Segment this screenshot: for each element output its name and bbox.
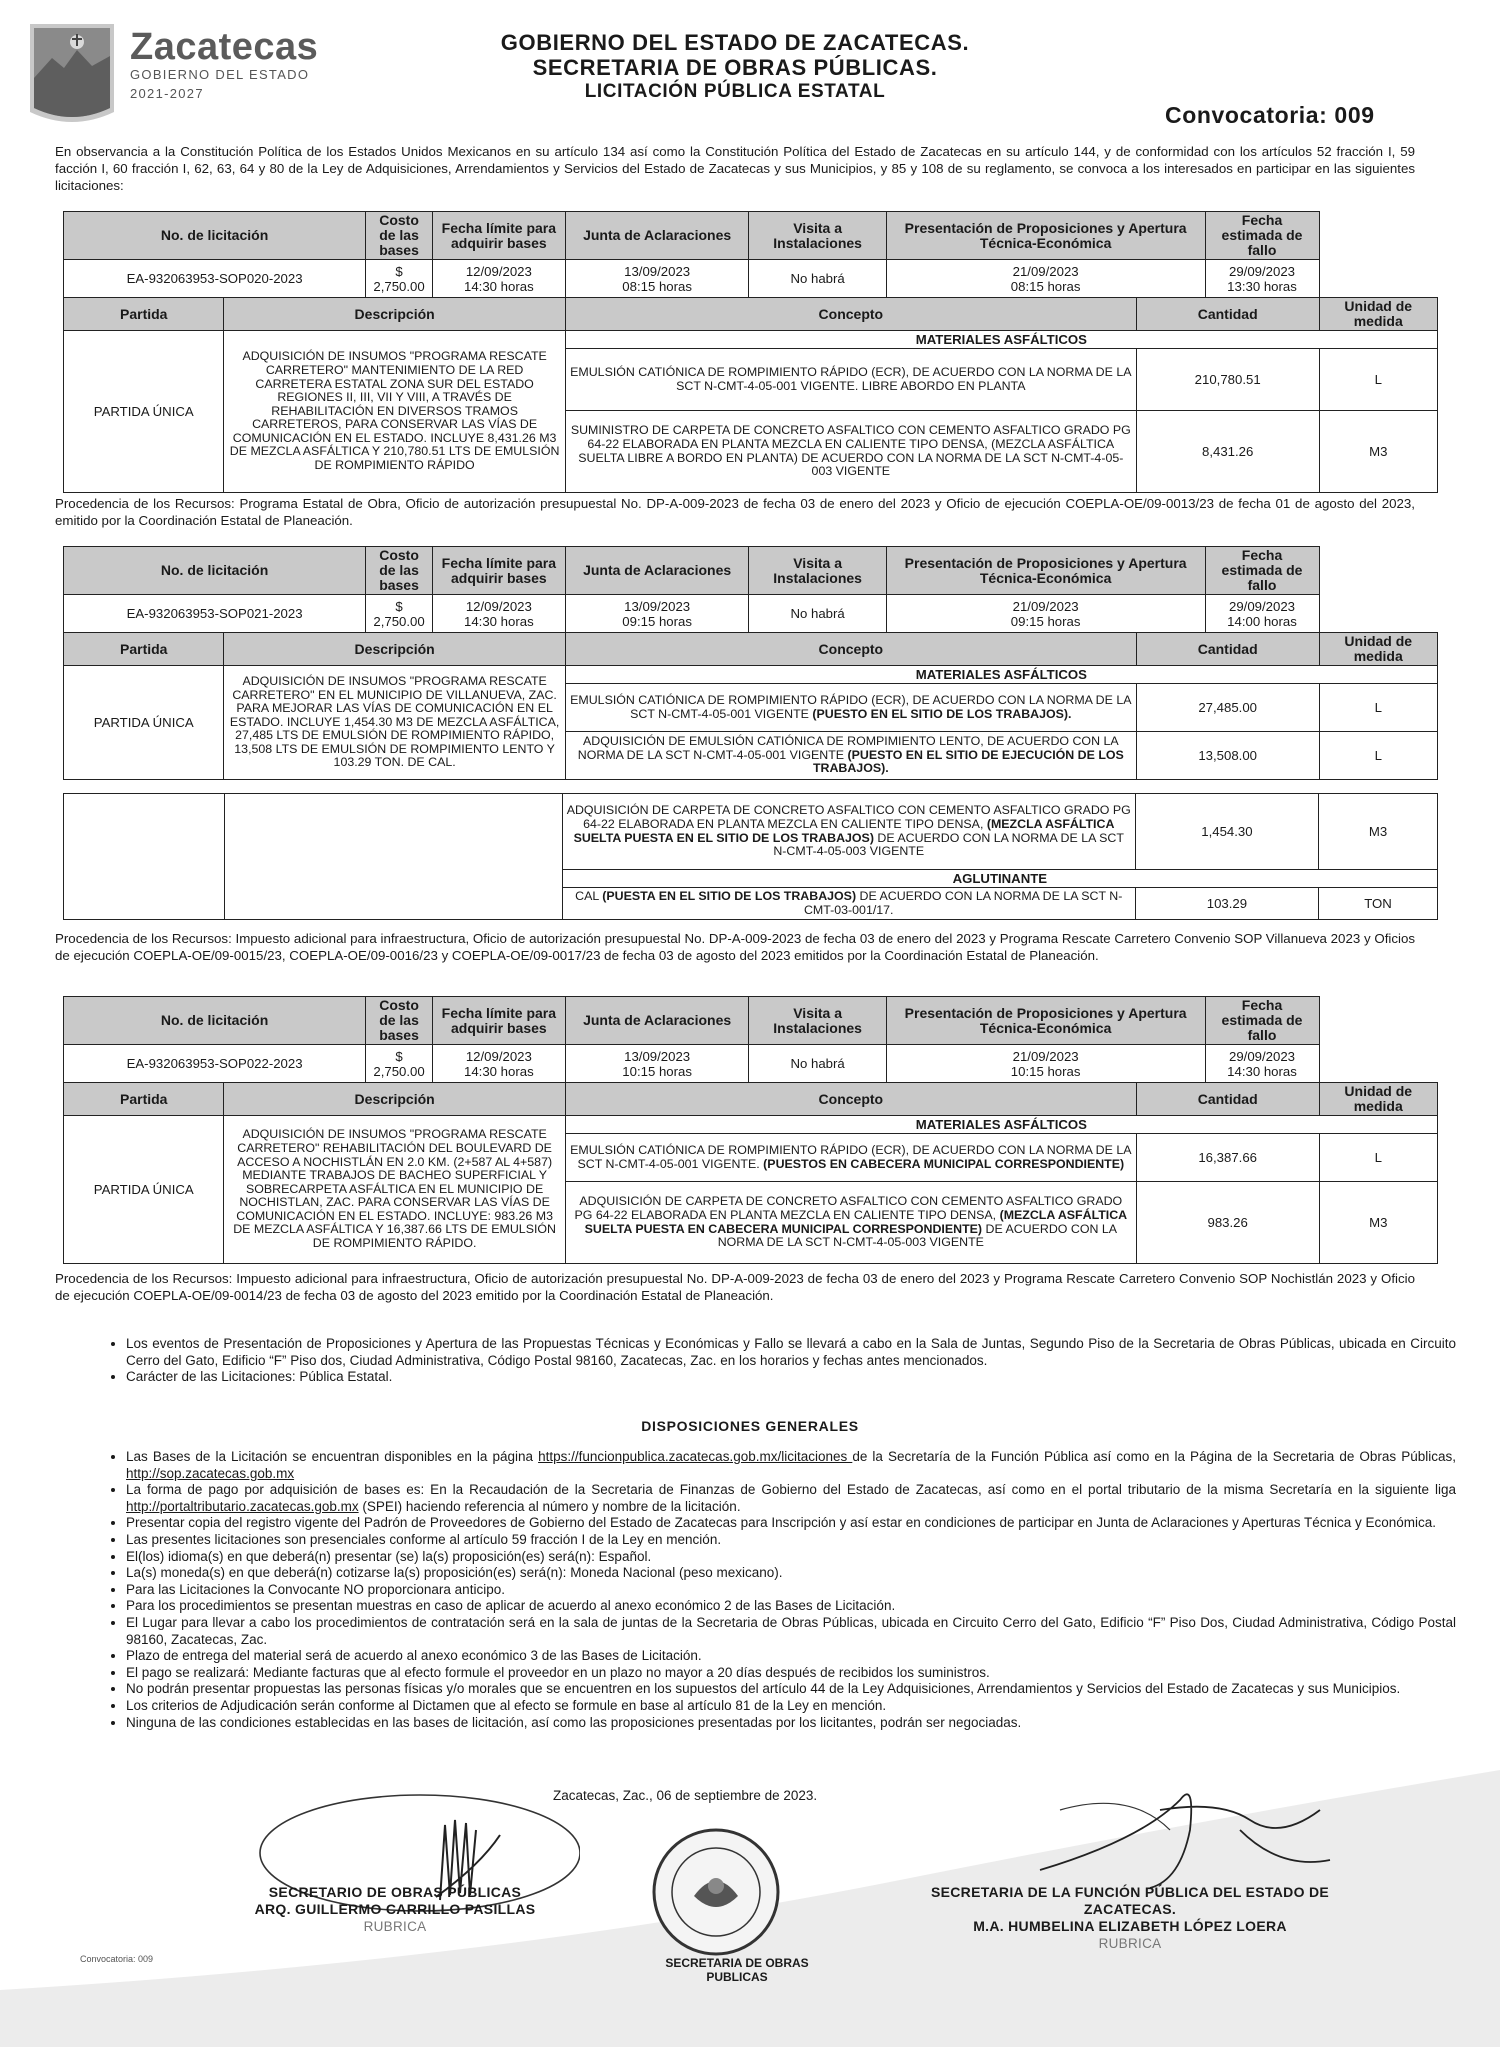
costo-bases: $ 2,750.00 bbox=[366, 1045, 433, 1083]
list-item: • La(s) moneda(s) en que deberá(n) cotizarse la(s) proposición(es) será(n): Moneda Nacional (peso mexicano). bbox=[126, 1565, 1456, 1582]
fecha-limite: 12/09/2023 14:30 horas bbox=[432, 595, 565, 633]
list-item: • La forma de pago por adquisición de bases es: En la Recaudación de la Secretaria de Finanzas de Gobierno del Estado de Zacatecas, así como en el portal tributario de la misma Secretaría en la siguiente liga http://portaltributario.zacatecas.gob.mx (SPEI) haciendo referencia al número y nombre de la licitación. bbox=[126, 1482, 1456, 1515]
list-item: • Las presentes licitaciones son presenciales conforme al artículo 59 fracción I de la Ley en mención. bbox=[126, 1532, 1456, 1549]
licitacion-info-row bbox=[64, 1045, 1438, 1083]
list-item: • El pago se realizará: Mediante facturas que al efecto formule el proveedor en un plazo no mayor a 20 días después de recibidos los suministros. bbox=[126, 1665, 1456, 1682]
category-label: MATERIALES ASFÁLTICOS bbox=[565, 1116, 1437, 1134]
cantidad-value: 983.26 bbox=[1136, 1182, 1319, 1264]
zacatecas-logo-icon bbox=[22, 20, 122, 130]
col-junta: Junta de Aclaraciones bbox=[565, 212, 749, 260]
list-item: • El(los) idioma(s) en que deberá(n) presentar (se) la(s) proposición(es) será(n): Español. bbox=[126, 1549, 1456, 1566]
list-item: • Las Bases de la Licitación se encuentran disponibles en la página https://funcionpublica.zacatecas.gob.mx/licitaciones de la Secretaría de la Función Pública así como en la Página de la Secretaria de Obras Públicas, http://sop.zacatecas.gob.mx bbox=[126, 1449, 1456, 1482]
concepto-text: EMULSIÓN CATIÓNICA DE ROMPIMIENTO RÁPIDO (ECR), DE ACUERDO CON LA NORMA DE LA SCT N-CMT-4-05-001 VIGENTE (PUESTO EN EL SITIO DE LOS TRABAJOS). bbox=[565, 684, 1136, 732]
partida-cell: PARTIDA ÚNICA bbox=[64, 1116, 224, 1264]
col-fallo: Fecha estimada de fallo bbox=[1205, 547, 1319, 595]
seal-caption: SECRETARIA DE OBRAS PUBLICAS bbox=[665, 1956, 809, 1984]
col-concepto: Concepto bbox=[565, 298, 1136, 331]
fecha-fallo: 29/09/2023 14:00 horas bbox=[1205, 595, 1319, 633]
visita-instalaciones: No habrá bbox=[749, 1045, 886, 1083]
col-unidad: Unidad de medida bbox=[1319, 298, 1438, 331]
fecha-limite: 12/09/2023 14:30 horas bbox=[432, 260, 565, 298]
detail-header-row bbox=[64, 1083, 1438, 1116]
procedencia-2: Procedencia de los Recursos: Impuesto adicional para infraestructura, Oficio de autorización presupuestal No. DP-A-009-2023 de fecha 03 de enero del 2023 y Programa Rescate Carretero Convenio SOP Villanueva 2023 y Oficios de ejecución COEPLA-OE/09-0015/23, COEPLA-OE/09-0016/23 y COEPLA-OE/09-0017/23 de fecha 03 de agosto del 2023 emitidos por la Coordinación Estatal de Planeación. bbox=[55, 931, 1415, 963]
list-item: • Los eventos de Presentación de Proposiciones y Apertura de las Propuestas Técnicas y Económicas y Fallo se llevará a cabo en la Sala de Juntas, Segundo Piso de la Secretaria de Obras Públicas, ubicada en Circuito Cerro del Gato, Edificio “F” Piso dos, Ciudad Administrativa, Código Postal 98160, Zacatecas, Zac. en los horarios y fechas antes mencionados. bbox=[126, 1336, 1456, 1369]
col-unidad: Unidad de medida bbox=[1319, 1083, 1438, 1116]
signature-block-funcion-publica: SECRETARIA DE LA FUNCIÓN PÚBLICA DEL ESTADO DE ZACATECAS. M.A. HUMBELINA ELIZABETH LÓPEZ LOERA RUBRICA bbox=[930, 1884, 1330, 1951]
portal-tributario-link[interactable]: http://portaltributario.zacatecas.gob.mx bbox=[126, 1498, 359, 1514]
logo-wordmark bbox=[130, 26, 318, 101]
official-seal-icon bbox=[650, 1826, 782, 1958]
list-item: • Plazo de entrega del material será de acuerdo al anexo económico 3 de las Bases de Licitación. bbox=[126, 1648, 1456, 1665]
header-tender-type: LICITACIÓN PÚBLICA ESTATAL bbox=[584, 81, 886, 102]
col-cantidad: Cantidad bbox=[1136, 298, 1319, 331]
convocatoria-number: Convocatoria: 009 bbox=[1165, 102, 1375, 128]
funcion-publica-link[interactable]: https://funcionpublica.zacatecas.gob.mx/licitaciones bbox=[538, 1449, 853, 1464]
list-item: • Para los procedimientos se presentan muestras en caso de aplicar de acuerdo al anexo económico 2 de las Bases de Licitación. bbox=[126, 1598, 1456, 1615]
unidad-value: M3 bbox=[1319, 794, 1438, 870]
concepto-row bbox=[64, 794, 1438, 870]
col-presentacion: Presentación de Proposiciones y Apertura Técnica-Económica bbox=[886, 547, 1205, 595]
disposiciones-title: DISPOSICIONES GENERALES bbox=[641, 1418, 859, 1434]
col-fecha-limite: Fecha límite para adquirir bases bbox=[432, 212, 565, 260]
detail-header-row bbox=[64, 633, 1438, 666]
col-descripcion: Descripción bbox=[224, 298, 565, 331]
cantidad-value: 1,454.30 bbox=[1135, 794, 1318, 870]
signature-block-obras: SECRETARIO DE OBRAS PÚBLICAS ARQ. GUILLERMO CARRILLO PASILLAS RUBRICA bbox=[254, 1884, 536, 1934]
cantidad-value: 13,508.00 bbox=[1136, 732, 1319, 780]
cantidad-value: 8,431.26 bbox=[1136, 411, 1319, 493]
unidad-value: M3 bbox=[1319, 1182, 1438, 1264]
unidad-value: TON bbox=[1319, 888, 1438, 920]
costo-bases: $ 2,750.00 bbox=[366, 260, 433, 298]
licitacion-3-table bbox=[63, 996, 1438, 1264]
header-row bbox=[64, 212, 1438, 260]
col-fallo: Fecha estimada de fallo bbox=[1205, 212, 1319, 260]
logo-period: 2021-2027 bbox=[130, 86, 204, 101]
partida-cell: PARTIDA ÚNICA bbox=[64, 666, 224, 780]
fecha-limite: 12/09/2023 14:30 horas bbox=[432, 1045, 565, 1083]
visita-instalaciones: No habrá bbox=[749, 260, 886, 298]
header-secretariat: SECRETARIA DE OBRAS PÚBLICAS. bbox=[532, 55, 938, 80]
col-costo-bases: Costo de las bases bbox=[366, 212, 433, 260]
concepto-text: EMULSIÓN CATIÓNICA DE ROMPIMIENTO RÁPIDO (ECR), DE ACUERDO CON LA NORMA DE LA SCT N-CMT-4-05-001 VIGENTE. (PUESTOS EN CABECERA MUNICIPAL CORRESPONDIENTE) bbox=[565, 1134, 1136, 1182]
footer-convocatoria: Convocatoria: 009 bbox=[80, 1954, 154, 1964]
licitacion-number: EA-932063953-SOP021-2023 bbox=[64, 595, 366, 633]
col-visita: Visita a Instalaciones bbox=[749, 547, 886, 595]
place-date: Zacatecas, Zac., 06 de septiembre de 2023. bbox=[553, 1788, 818, 1803]
concepto-text: CAL (PUESTA EN EL SITIO DE LOS TRABAJOS) DE ACUERDO CON LA NORMA DE LA SCT N-CMT-03-001/17. bbox=[562, 888, 1135, 920]
sop-link[interactable]: http://sop.zacatecas.gob.mx bbox=[126, 1465, 295, 1481]
col-costo-bases: Costo de las bases bbox=[366, 547, 433, 595]
partida-empty-cell bbox=[64, 794, 225, 920]
header-government: GOBIERNO DEL ESTADO DE ZACATECAS. bbox=[500, 30, 970, 55]
category-label: MATERIALES ASFÁLTICOS bbox=[565, 331, 1437, 349]
fecha-fallo: 29/09/2023 13:30 horas bbox=[1205, 260, 1319, 298]
header-row bbox=[64, 997, 1438, 1045]
col-visita: Visita a Instalaciones bbox=[749, 997, 886, 1045]
detail-header-row bbox=[64, 298, 1438, 331]
cantidad-value: 210,780.51 bbox=[1136, 349, 1319, 411]
concepto-text: EMULSIÓN CATIÓNICA DE ROMPIMIENTO RÁPIDO (ECR), DE ACUERDO CON LA NORMA DE LA SCT N-CMT-4-05-001 VIGENTE. LIBRE ABORDO EN PLANTA bbox=[565, 349, 1136, 411]
col-descripcion: Descripción bbox=[224, 1083, 565, 1116]
descripcion-cell: ADQUISICIÓN DE INSUMOS "PROGRAMA RESCATE CARRETERO" MANTENIMIENTO DE LA RED CARRETERA ESTATAL ZONA SUR DEL ESTADO REGIONES II, III, VII Y VIII, A TRAVÉS DE REHABILITACIÓN EN DIVERSOS TRAMOS CARRETEROS, PARA CONSERVAR LAS VÍAS DE COMUNICACIÓN EN EL ESTADO. INCLUYE 8,431.26 M3 DE MEZCLA ASFÁLTICA Y 210,780.51 LTS DE EMULSIÓN DE ROMPIMIENTO RÁPIDO bbox=[224, 331, 565, 493]
col-concepto: Concepto bbox=[565, 1083, 1136, 1116]
list-item: • Para las Licitaciones la Convocante NO proporcionara anticipo. bbox=[126, 1582, 1456, 1599]
licitacion-number: EA-932063953-SOP020-2023 bbox=[64, 260, 366, 298]
presentacion-apertura: 21/09/2023 10:15 horas bbox=[886, 1045, 1205, 1083]
concepto-text: ADQUISICIÓN DE EMULSIÓN CATIÓNICA DE ROMPIMIENTO LENTO, DE ACUERDO CON LA NORMA DE LA SCT N-CMT-4-05-001 VIGENTE (PUESTO EN EL SITIO DE EJECUCIÓN DE LOS TRABAJOS). bbox=[565, 732, 1136, 780]
cantidad-value: 103.29 bbox=[1135, 888, 1318, 920]
col-presentacion: Presentación de Proposiciones y Apertura Técnica-Económica bbox=[886, 212, 1205, 260]
col-cantidad: Cantidad bbox=[1136, 633, 1319, 666]
concepto-text: ADQUISICIÓN DE CARPETA DE CONCRETO ASFALTICO CON CEMENTO ASFALTICO GRADO PG 64-22 ELABORADA EN PLANTA MEZCLA EN CALIENTE TIPO DENSA, (MEZCLA ASFÁLTICA SUELTA PUESTA EN EL SITIO DE LOS TRABAJOS) DE ACUERDO CON LA NORMA DE LA SCT N-CMT-4-05-003 VIGENTE bbox=[562, 794, 1135, 870]
unidad-value: L bbox=[1319, 1134, 1438, 1182]
list-item: • El Lugar para llevar a cabo los procedimientos de contratación será en la sala de juntas de la Secretaria de Obras Públicas, ubicada en Circuito Cerro del Gato, Edificio “F” Piso Dos, Ciudad Administrativa, Código Postal 98160, Zacatecas, Zac. bbox=[126, 1615, 1456, 1648]
header-row bbox=[64, 547, 1438, 595]
licitacion-2-table bbox=[63, 546, 1438, 780]
col-unidad: Unidad de medida bbox=[1319, 633, 1438, 666]
unidad-value: L bbox=[1319, 732, 1438, 780]
category-label: MATERIALES ASFÁLTICOS bbox=[565, 666, 1437, 684]
list-item: • Ninguna de las condiciones establecidas en las bases de licitación, así como las proposiciones presentadas por los licitantes, podrán ser negociadas. bbox=[126, 1715, 1456, 1732]
licitacion-1-table bbox=[63, 211, 1438, 493]
signature-2-icon bbox=[1020, 1770, 1350, 1900]
col-junta: Junta de Aclaraciones bbox=[565, 547, 749, 595]
intro-paragraph: En observancia a la Constitución Política de los Estados Unidos Mexicanos en su artículo 134 así como la Constitución Política del Estado de Zacatecas en su artículo 144, y de conformidad con los artículos 52 fracción I, 59 facción I, 60 fracción I, 62, 63, 64 y 80 de la Ley de Adquisiciones, Arrendamientos y Servicios del Estado de Zacatecas y sus Municipios, y 85 y 108 de su reglamento, se convoca a los interesados en participar en las siguientes licitaciones: bbox=[55, 144, 1415, 193]
list-item: • Los criterios de Adjudicación serán conforme al Dictamen que al efecto se formule en base al artículo 81 de la Ley en mención. bbox=[126, 1698, 1456, 1715]
unidad-value: L bbox=[1319, 349, 1438, 411]
visita-instalaciones: No habrá bbox=[749, 595, 886, 633]
col-cantidad: Cantidad bbox=[1136, 1083, 1319, 1116]
col-descripcion: Descripción bbox=[224, 633, 565, 666]
col-costo-bases: Costo de las bases bbox=[366, 997, 433, 1045]
presentacion-apertura: 21/09/2023 08:15 horas bbox=[886, 260, 1205, 298]
procedencia-3: Procedencia de los Recursos: Impuesto adicional para infraestructura, Oficio de autorización presupuestal No. DP-A-009-2023 de fecha 03 de enero del 2023 y Programa Rescate Carretero Convenio SOP Nochistlán 2023 y Oficio de ejecución COEPLA-OE/09-0014/23 de fecha 03 de agosto del 2023 emitido por la Coordinación Estatal de Planeación. bbox=[55, 1271, 1415, 1303]
col-presentacion: Presentación de Proposiciones y Apertura Técnica-Económica bbox=[886, 997, 1205, 1045]
procedencia-1: Procedencia de los Recursos: Programa Estatal de Obra, Oficio de autorización presupuestal No. DP-A-009-2023 de fecha 03 de enero del 2023 y Oficio de ejecución COEPLA-OE/09-0013/23 de fecha 01 de agosto del 2023, emitido por la Coordinación Estatal de Planeación. bbox=[55, 496, 1415, 528]
unidad-value: M3 bbox=[1319, 411, 1438, 493]
presentacion-apertura: 21/09/2023 09:15 horas bbox=[886, 595, 1205, 633]
col-fecha-limite: Fecha límite para adquirir bases bbox=[432, 547, 565, 595]
col-no-licitacion: No. de licitación bbox=[64, 997, 366, 1045]
list-item: • No podrán presentar propuestas las personas físicas y/o morales que se encuentren en los supuestos del artículo 44 de la Ley Adquisiciones, Arrendamientos y Servicios del Estado de Zacatecas y sus Municipios. bbox=[126, 1681, 1456, 1698]
junta-aclaraciones: 13/09/2023 10:15 horas bbox=[565, 1045, 749, 1083]
costo-bases: $ 2,750.00 bbox=[366, 595, 433, 633]
col-partida: Partida bbox=[64, 298, 224, 331]
cantidad-value: 16,387.66 bbox=[1136, 1134, 1319, 1182]
col-fecha-limite: Fecha límite para adquirir bases bbox=[432, 997, 565, 1045]
licitacion-info-row bbox=[64, 260, 1438, 298]
list-item: • Presentar copia del registro vigente del Padrón de Proveedores de Gobierno del Estado de Zacatecas para Inscripción y así estar en condiciones de participar en Junta de Aclaraciones y Aperturas Técnica y Económica. bbox=[126, 1515, 1456, 1532]
junta-aclaraciones: 13/09/2023 09:15 horas bbox=[565, 595, 749, 633]
col-partida: Partida bbox=[64, 633, 224, 666]
licitacion-info-row bbox=[64, 595, 1438, 633]
disposiciones-list bbox=[78, 1449, 1456, 1731]
col-partida: Partida bbox=[64, 1083, 224, 1116]
col-fallo: Fecha estimada de fallo bbox=[1205, 997, 1319, 1045]
descripcion-cell: ADQUISICIÓN DE INSUMOS "PROGRAMA RESCATE CARRETERO" EN EL MUNICIPIO DE VILLANUEVA, ZAC. PARA MEJORAR LAS VÍAS DE COMUNICACIÓN EN EL ESTADO. INCLUYE 1,454.30 M3 DE MEZCLA ASFÁLTICA, 27,485 LTS DE EMULSIÓN DE ROMPIMIENTO RÁPIDO, 13,508 LTS DE EMULSIÓN DE ROMPIMIENTO LENTO Y 103.29 TON. DE CAL. bbox=[224, 666, 565, 780]
licitacion-number: EA-932063953-SOP022-2023 bbox=[64, 1045, 366, 1083]
descripcion-empty-cell bbox=[225, 794, 563, 920]
partida-cell: PARTIDA ÚNICA bbox=[64, 331, 224, 493]
document-header bbox=[330, 30, 1140, 103]
event-bullets bbox=[78, 1336, 1456, 1386]
col-no-licitacion: No. de licitación bbox=[64, 547, 366, 595]
col-no-licitacion: No. de licitación bbox=[64, 212, 366, 260]
logo-subtitle: GOBIERNO DEL ESTADO bbox=[130, 67, 310, 82]
concepto-text: ADQUISICIÓN DE CARPETA DE CONCRETO ASFALTICO CON CEMENTO ASFALTICO GRADO PG 64-22 ELABORADA EN PLANTA MEZCLA EN CALIENTE TIPO DENSA, (MEZCLA ASFÁLTICA SUELTA PUESTA EN CABECERA MUNICIPAL CORRESPONDIENTE) DE ACUERDO CON LA NORMA DE LA SCT N-CMT-4-05-003 VIGENTE bbox=[565, 1182, 1136, 1264]
junta-aclaraciones: 13/09/2023 08:15 horas bbox=[565, 260, 749, 298]
col-junta: Junta de Aclaraciones bbox=[565, 997, 749, 1045]
col-concepto: Concepto bbox=[565, 633, 1136, 666]
licitacion-2-continuation-table bbox=[63, 793, 1438, 920]
list-item: • Carácter de las Licitaciones: Pública Estatal. bbox=[126, 1369, 1456, 1386]
col-visita: Visita a Instalaciones bbox=[749, 212, 886, 260]
unidad-value: L bbox=[1319, 684, 1438, 732]
logo-title: Zacatecas bbox=[130, 26, 319, 68]
cantidad-value: 27,485.00 bbox=[1136, 684, 1319, 732]
concepto-text: SUMINISTRO DE CARPETA DE CONCRETO ASFALTICO CON CEMENTO ASFALTICO GRADO PG 64-22 ELABORADA EN PLANTA MEZCLA EN CALIENTE TIPO DENSA, (MEZCLA ASFÁLTICA SUELTA LIBRE A BORDO EN PLANTA) DE ACUERDO CON LA NORMA DE LA SCT N-CMT-4-05-003 VIGENTE bbox=[565, 411, 1136, 493]
fecha-fallo: 29/09/2023 14:30 horas bbox=[1205, 1045, 1319, 1083]
descripcion-cell: ADQUISICIÓN DE INSUMOS "PROGRAMA RESCATE CARRETERO" REHABILITACIÓN DEL BOULEVARD DE ACCESO A NOCHISTLÁN EN 2.0 KM. (2+587 AL 4+587) MEDIANTE TRABAJOS DE BACHEO SUPERFICIAL Y SOBRECARPETA ASFÁLTICA EN EL MUNICIPIO DE NOCHISTLAN, ZAC. PARA CONSERVAR LAS VÍAS DE COMUNICACIÓN EN EL ESTADO. INCLUYE: 983.26 M3 DE MEZCLA ASFÁLTICA Y 16,387.66 LTS DE EMULSIÓN DE ROMPIMIENTO RÁPIDO. bbox=[224, 1116, 565, 1264]
category-label: AGLUTINANTE bbox=[562, 870, 1437, 888]
